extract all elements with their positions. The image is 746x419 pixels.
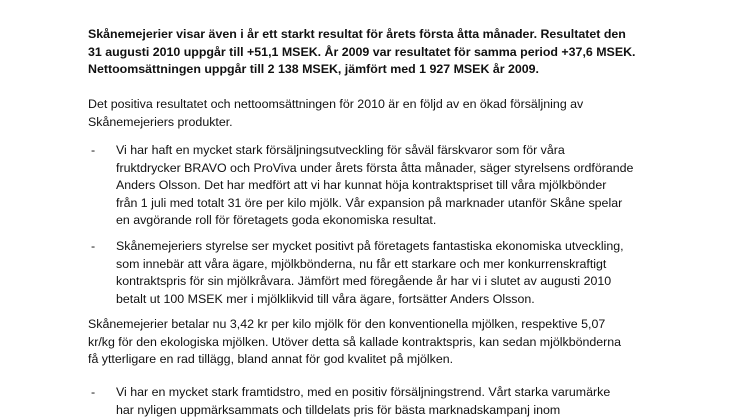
bullet-line: kontraktspris för sin mjölkråvara. Jämfört med föregående år har vi i slutet av augusti 2010 bbox=[116, 274, 612, 289]
paragraph-line: Skånemejerier betalar nu 3,42 kr per kilo mjölk för den konventionella mjölken, respektive 5,07 bbox=[88, 317, 606, 331]
bullet-line: Skånemejeriers styrelse ser mycket positivt på företagets fantastiska ekonomiska utveckling, bbox=[116, 239, 624, 253]
body-paragraph-2 bbox=[88, 316, 708, 369]
bullet-text bbox=[116, 384, 696, 419]
lead-line: Nettoomsättningen uppgår till 2 138 MSEK, jämfört med 1 927 MSEK år 2009. bbox=[88, 62, 539, 77]
bullet-line: Vi har haft en mycket stark försäljningsutveckling för såväl färskvaror som för våra bbox=[116, 143, 565, 157]
lead-paragraph bbox=[88, 26, 708, 79]
bullet-line: från 1 juli med totalt 31 öre per kilo mjölk. Vår expansion på marknader utanför Skåne spelar bbox=[116, 195, 623, 210]
body-paragraph-1 bbox=[88, 96, 708, 131]
bullet-dash: - bbox=[91, 385, 96, 399]
lead-line: 31 augusti 2010 uppgår till +51,1 MSEK. År 2009 var resultatet för samma period +37,6 MSEK. bbox=[88, 44, 636, 59]
paragraph-line: Det positiva resultatet och nettoomsättningen för 2010 är en följd av en ökad försäljning av bbox=[88, 97, 584, 111]
bullet-line: fruktdrycker BRAVO och ProViva under årets första åtta månader, säger styrelsens ordförande bbox=[116, 160, 634, 175]
paragraph-line: få ytterligare en rad tillägg, bland annat för god kvalitet på mjölken. bbox=[88, 352, 454, 367]
bullet-line: en avgörande roll för företagets goda ekonomiska resultat. bbox=[116, 213, 437, 228]
bullet-text bbox=[116, 238, 696, 308]
bullet-line: Anders Olsson. Det har medfört att vi har kunnat höja kontraktspriset till våra mjölkbönder bbox=[116, 178, 607, 193]
bullet-dash: - bbox=[91, 239, 96, 253]
bullet-text bbox=[116, 142, 696, 230]
bullet-item-2 bbox=[88, 238, 728, 308]
bullet-item-3 bbox=[88, 384, 728, 419]
paragraph-line: kr/kg för den ekologiska mjölken. Utöver detta så kallade kontraktspris, kan sedan mjölkbönderna bbox=[88, 334, 622, 349]
bullet-line: har nyligen uppmärksammats och tilldelats pris för bästa marknadskampanj inom bbox=[116, 402, 561, 417]
bullet-line: som innebär att våra ägare, mjölkbönderna, nu får ett starkare och mer konkurrenskraftigt bbox=[116, 256, 607, 271]
paragraph-line: Skånemejeriers produkter. bbox=[88, 114, 233, 129]
bullet-line: betalt ut 100 MSEK mer i mjölklikvid till våra ägare, fortsätter Anders Olsson. bbox=[116, 291, 535, 306]
bullet-item-1 bbox=[88, 142, 728, 230]
bullet-dash: - bbox=[91, 143, 96, 157]
lead-line: Skånemejerier visar även i år ett starkt resultat för årets första åtta månader. Resultatet den bbox=[88, 27, 626, 41]
bullet-line: Vi har en mycket stark framtidstro, med en positiv försäljningstrend. Vårt starka varumärke bbox=[116, 385, 611, 399]
